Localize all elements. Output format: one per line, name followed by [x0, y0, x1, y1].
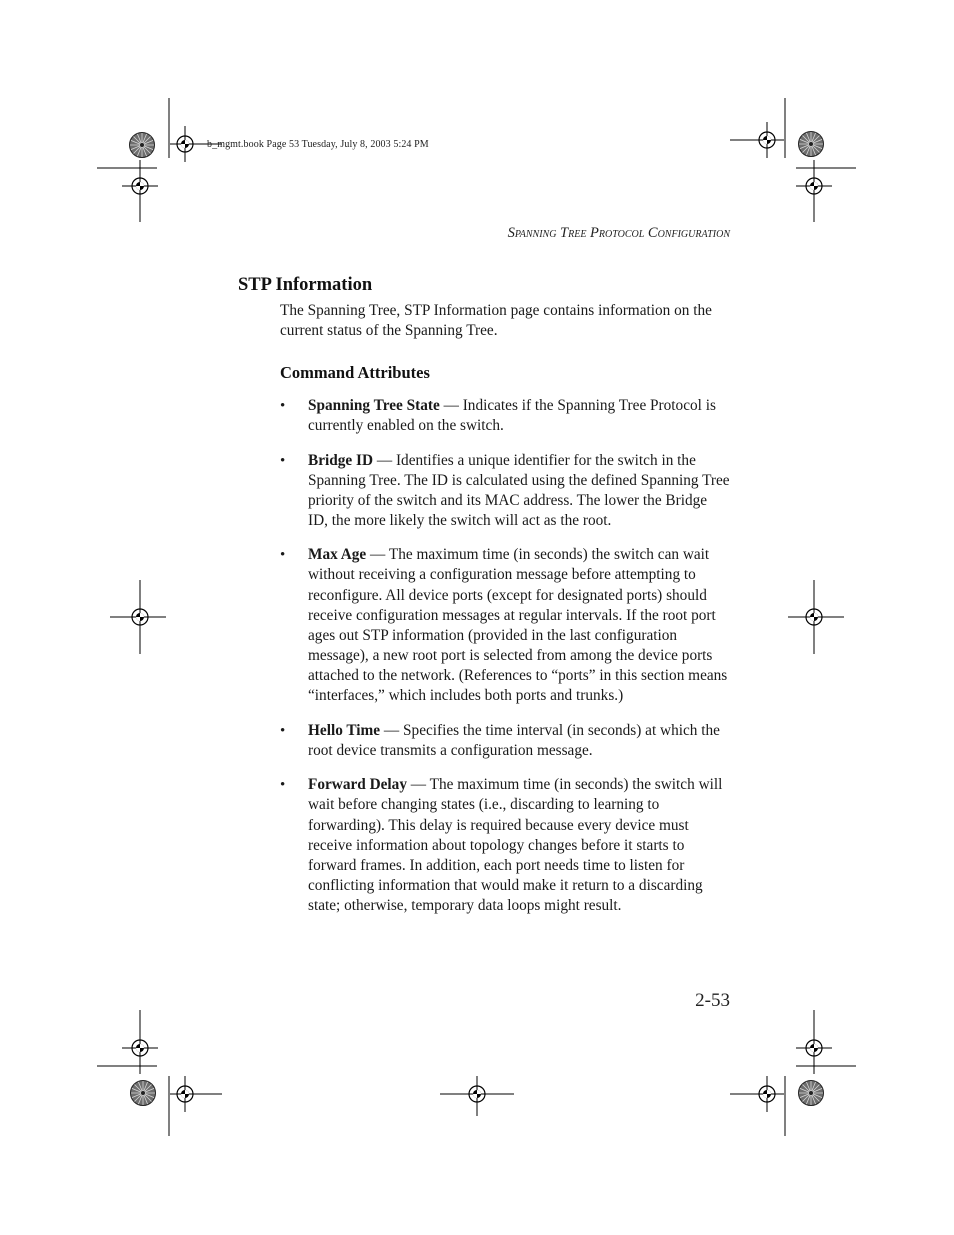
attribute-term: Max Age	[308, 546, 367, 564]
crosshair-target-icon	[804, 1038, 824, 1058]
attribute-description: — Indicates if the Spanning Tree Protocol is currently enabled on the switch.	[308, 397, 716, 435]
crosshair-target-icon	[804, 176, 824, 196]
attribute-term: Spanning Tree State	[308, 397, 440, 414]
intro-paragraph: The Spanning Tree, STP Information page contains information on the current status of the Spanning Tree.	[280, 302, 712, 340]
color-bar-disc-icon	[128, 131, 156, 159]
list-item	[280, 545, 730, 706]
bullet-icon: •	[280, 547, 286, 564]
section-title: STP Information	[238, 275, 373, 295]
attribute-description: — The maximum time (in seconds) the switch will wait before changing states (i.e., discarding to learning to forwarding). This delay is required because every device must receive information about topology changes before it starts to forward frames. In addition, each port needs time to listen for conflicting information that would make it return to a discarding state; otherwise, temporary data loops might result.	[308, 776, 723, 915]
attribute-description: — The maximum time (in seconds) the switch can wait without receiving a configuration message before attempting to reconfigure. All device ports (except for designated ports) should receive configuration messages at regular intervals. If the root port ages out STP information (provided in the last configuration message), a new root port is selected from among the device ports attached to the network. (References to “ports” in this section means “interfaces,” which includes both ports and trunks.)	[308, 546, 728, 705]
list-item	[280, 451, 730, 532]
list-item	[280, 396, 730, 436]
attribute-term: Forward Delay	[308, 776, 407, 794]
crosshair-target-icon	[757, 1084, 777, 1104]
bullet-icon: •	[280, 452, 286, 469]
crosshair-target-icon	[130, 176, 150, 196]
subsection-title: Command Attributes	[280, 363, 430, 382]
crosshair-target-icon	[175, 1084, 195, 1104]
crosshair-target-icon	[757, 130, 777, 150]
crosshair-target-icon	[175, 134, 195, 154]
crop-marks-bottom-center	[430, 1070, 530, 1130]
print-slug-header: b_mgmt.book Page 53 Tuesday, July 8, 2003 5:24 PM	[207, 139, 429, 150]
crop-marks-middle-right	[776, 570, 856, 670]
attribute-term: Hello Time	[308, 721, 381, 739]
crop-marks-top-left	[0, 0, 260, 240]
crosshair-target-icon	[804, 607, 824, 627]
color-bar-disc-icon	[129, 1079, 157, 1107]
crop-marks-bottom-right	[700, 1000, 954, 1150]
color-bar-disc-icon	[797, 130, 825, 158]
attribute-description: — Identifies a unique identifier for the switch in the Spanning Tree. The ID is calculated using the defined Spanning Tree priority of the switch and its MAC address. The lower the Bridge ID, the more likely the switch will act as the root.	[308, 451, 730, 529]
bullet-icon: •	[280, 722, 286, 739]
bullet-icon: •	[280, 398, 286, 414]
crosshair-target-icon	[467, 1084, 487, 1104]
list-item	[280, 721, 730, 761]
crop-marks-middle-left	[100, 570, 180, 670]
attribute-term: Bridge ID	[308, 451, 374, 469]
crosshair-target-icon	[130, 1038, 150, 1058]
crosshair-target-icon	[130, 607, 150, 627]
attribute-list	[280, 396, 730, 931]
crop-marks-top-right	[700, 0, 954, 240]
page-number: 2-53	[695, 990, 730, 1011]
running-head: Spanning Tree Protocol Configuration	[507, 225, 730, 241]
bullet-icon: •	[280, 777, 286, 794]
color-bar-disc-icon	[797, 1079, 825, 1107]
list-item	[280, 775, 730, 916]
crop-marks-bottom-left	[0, 1000, 260, 1150]
attribute-description: — Specifies the time interval (in seconds) at which the root device transmits a configuration message.	[308, 721, 720, 759]
